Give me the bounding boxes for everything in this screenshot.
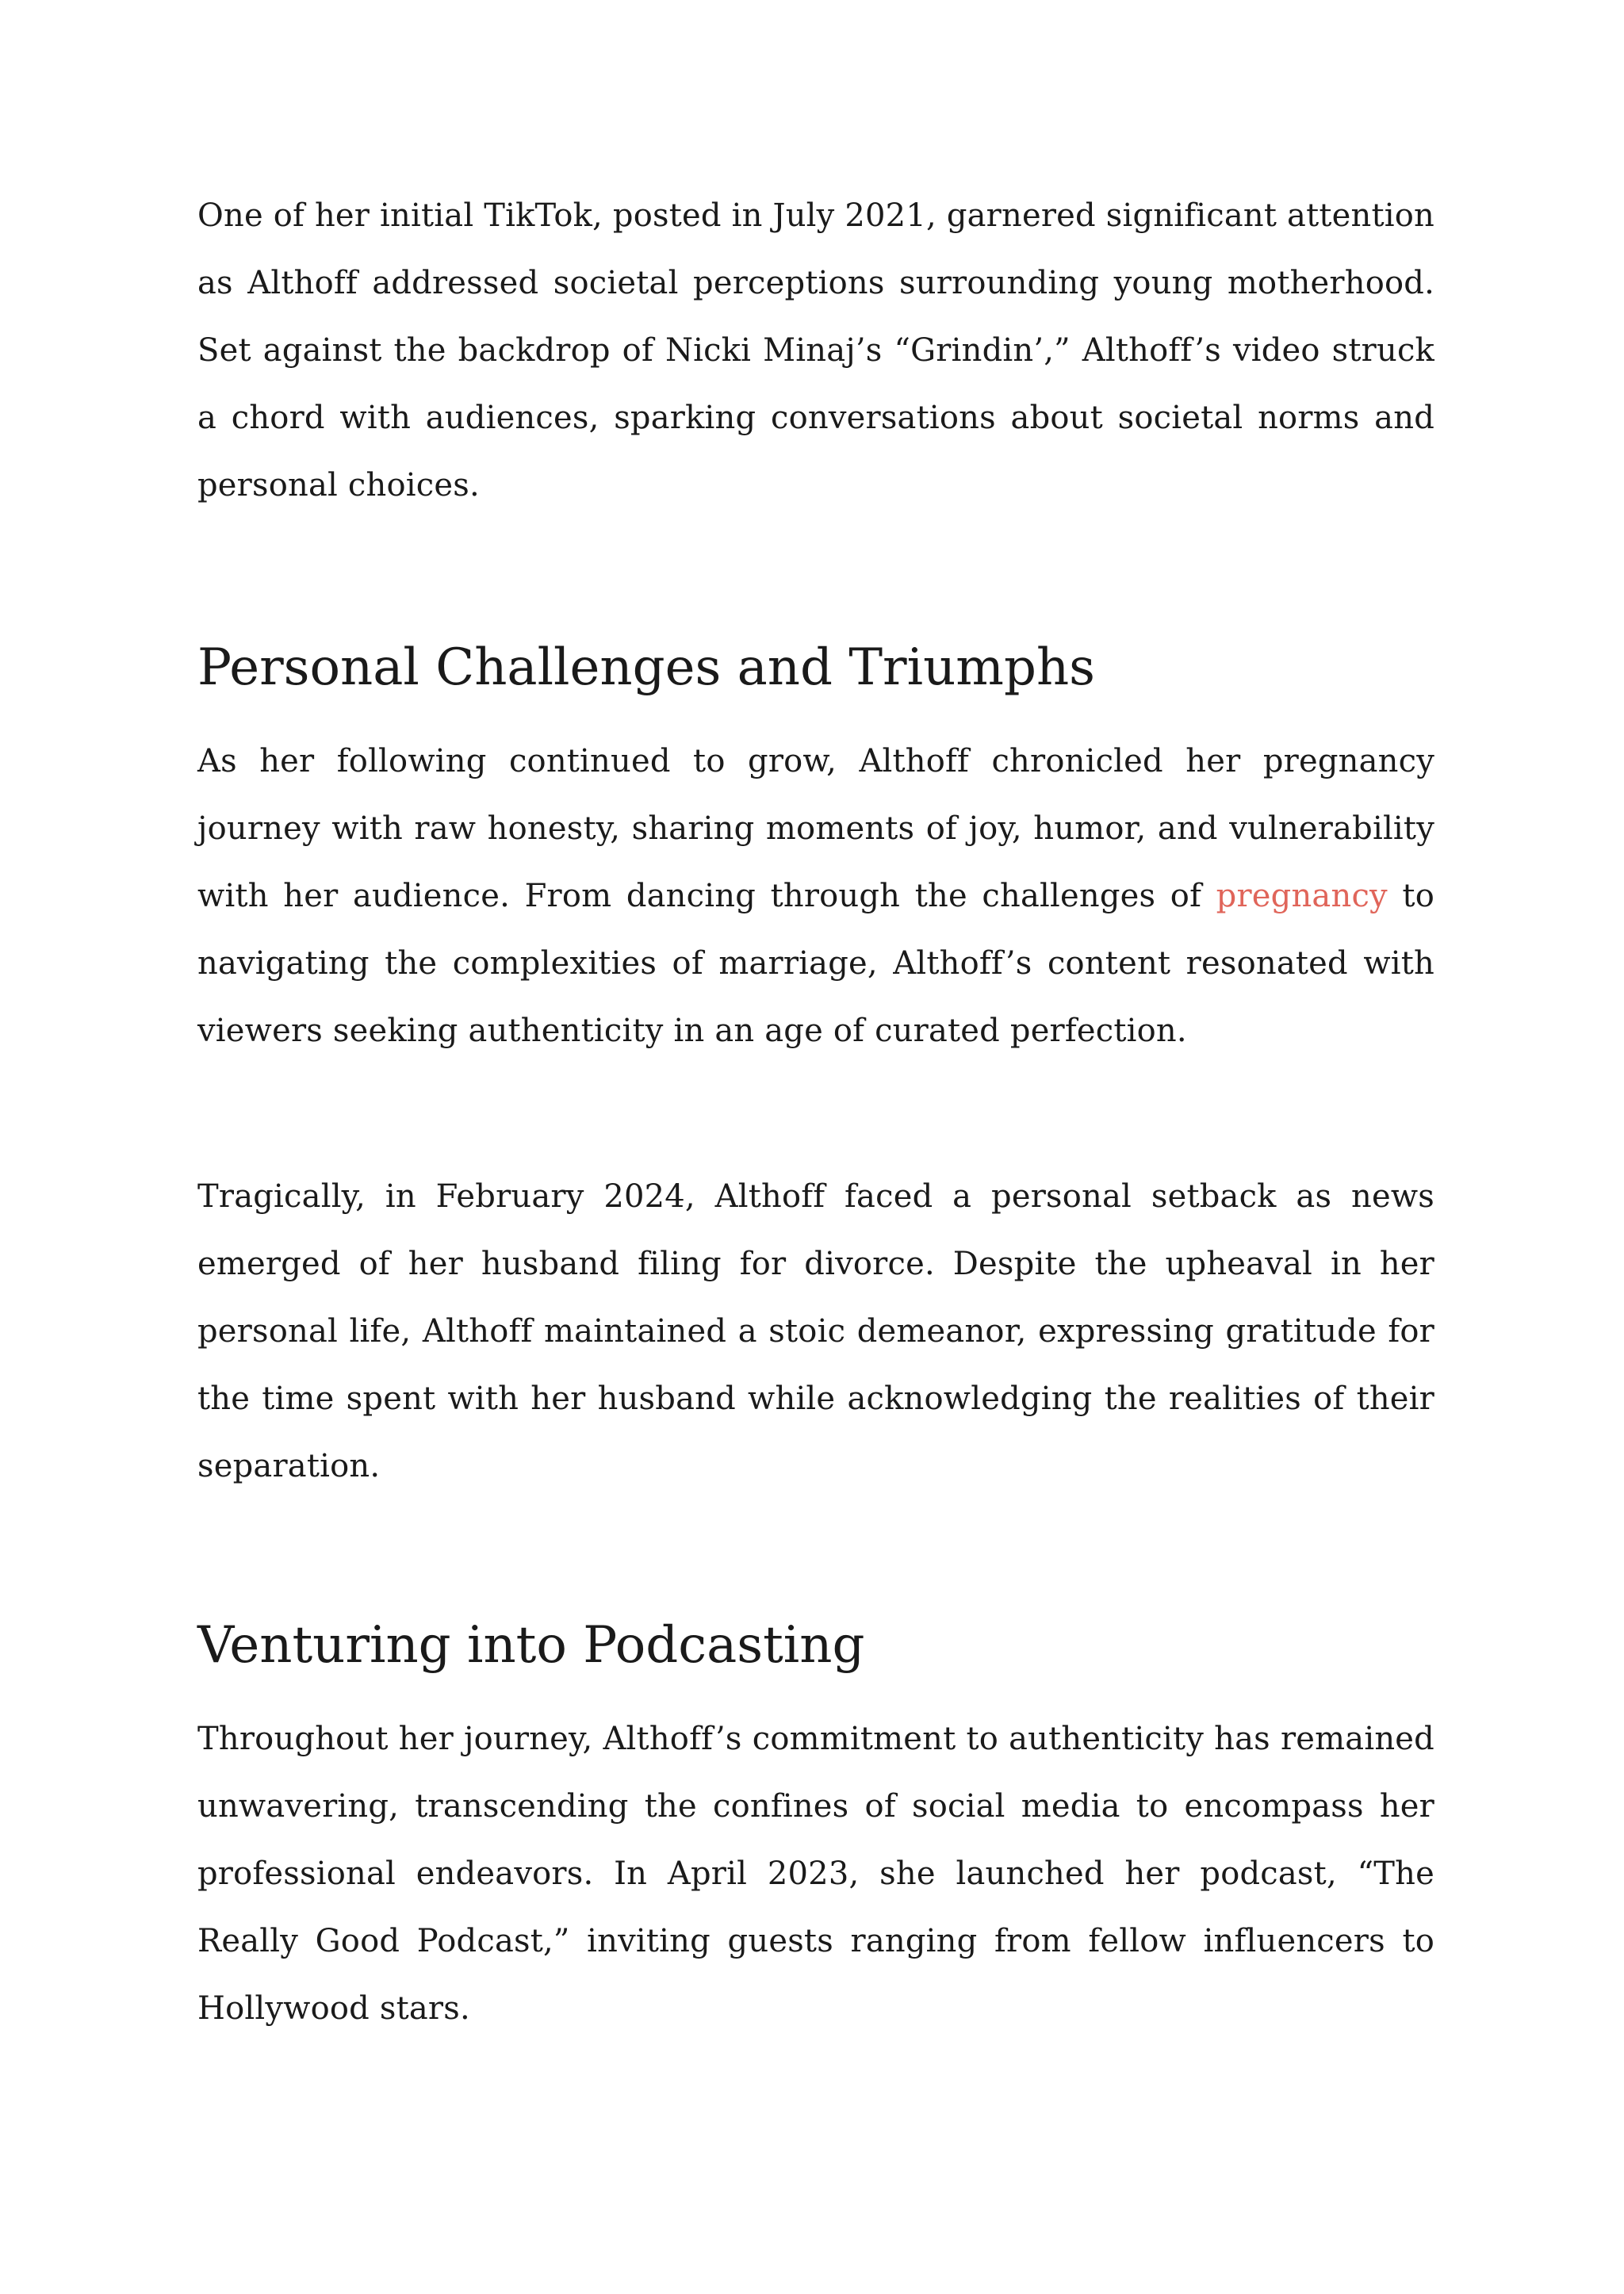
paragraph-podcast: Throughout her journey, Althoff’s commitment to authenticity has remained unwavering, transcending the confines of social media to encompass her professional endeavors. In April 2023, she launched her podcast, “The Really Good Podcast,” inviting guests ranging from fellow influencers to Hollywood stars. (197, 1721, 1434, 2027)
section-heading-challenges: Personal Challenges and Triumphs (197, 638, 1095, 697)
article-body (197, 182, 1434, 2043)
paragraph-pregnancy-text-end: to navigating the complexities of marriage, Althoff’s content resonated with viewers seeking authenticity in an age of curated perfection. (197, 878, 1434, 1049)
pregnancy-link[interactable]: pregnancy (1216, 878, 1388, 914)
section-heading-podcasting: Venturing into Podcasting (197, 1616, 865, 1675)
paragraph-pregnancy-text-start: As her following continued to grow, Althoff chronicled her pregnancy journey with raw honesty, sharing moments of joy, humor, and vulnerability with her audience. From dancing through the challenges of (197, 743, 1434, 914)
paragraph-divorce: Tragically, in February 2024, Althoff faced a personal setback as news emerged of her husband filing for divorce. Despite the upheaval in her personal life, Althoff maintained a stoic demeanor, expressing gratitude for the time spent with her husband while acknowledging the realities of their separation. (197, 1178, 1434, 1484)
paragraph-tiktok: One of her initial TikTok, posted in July 2021, garnered significant attention as Althoff addressed societal perceptions surrounding young motherhood. Set against the backdrop of Nicki Minaj’s “Grindin’,” Althoff’s video struck a chord with audiences, sparking conversations about societal norms and personal choices. (197, 197, 1434, 504)
paragraph-pregnancy (197, 728, 1434, 1065)
